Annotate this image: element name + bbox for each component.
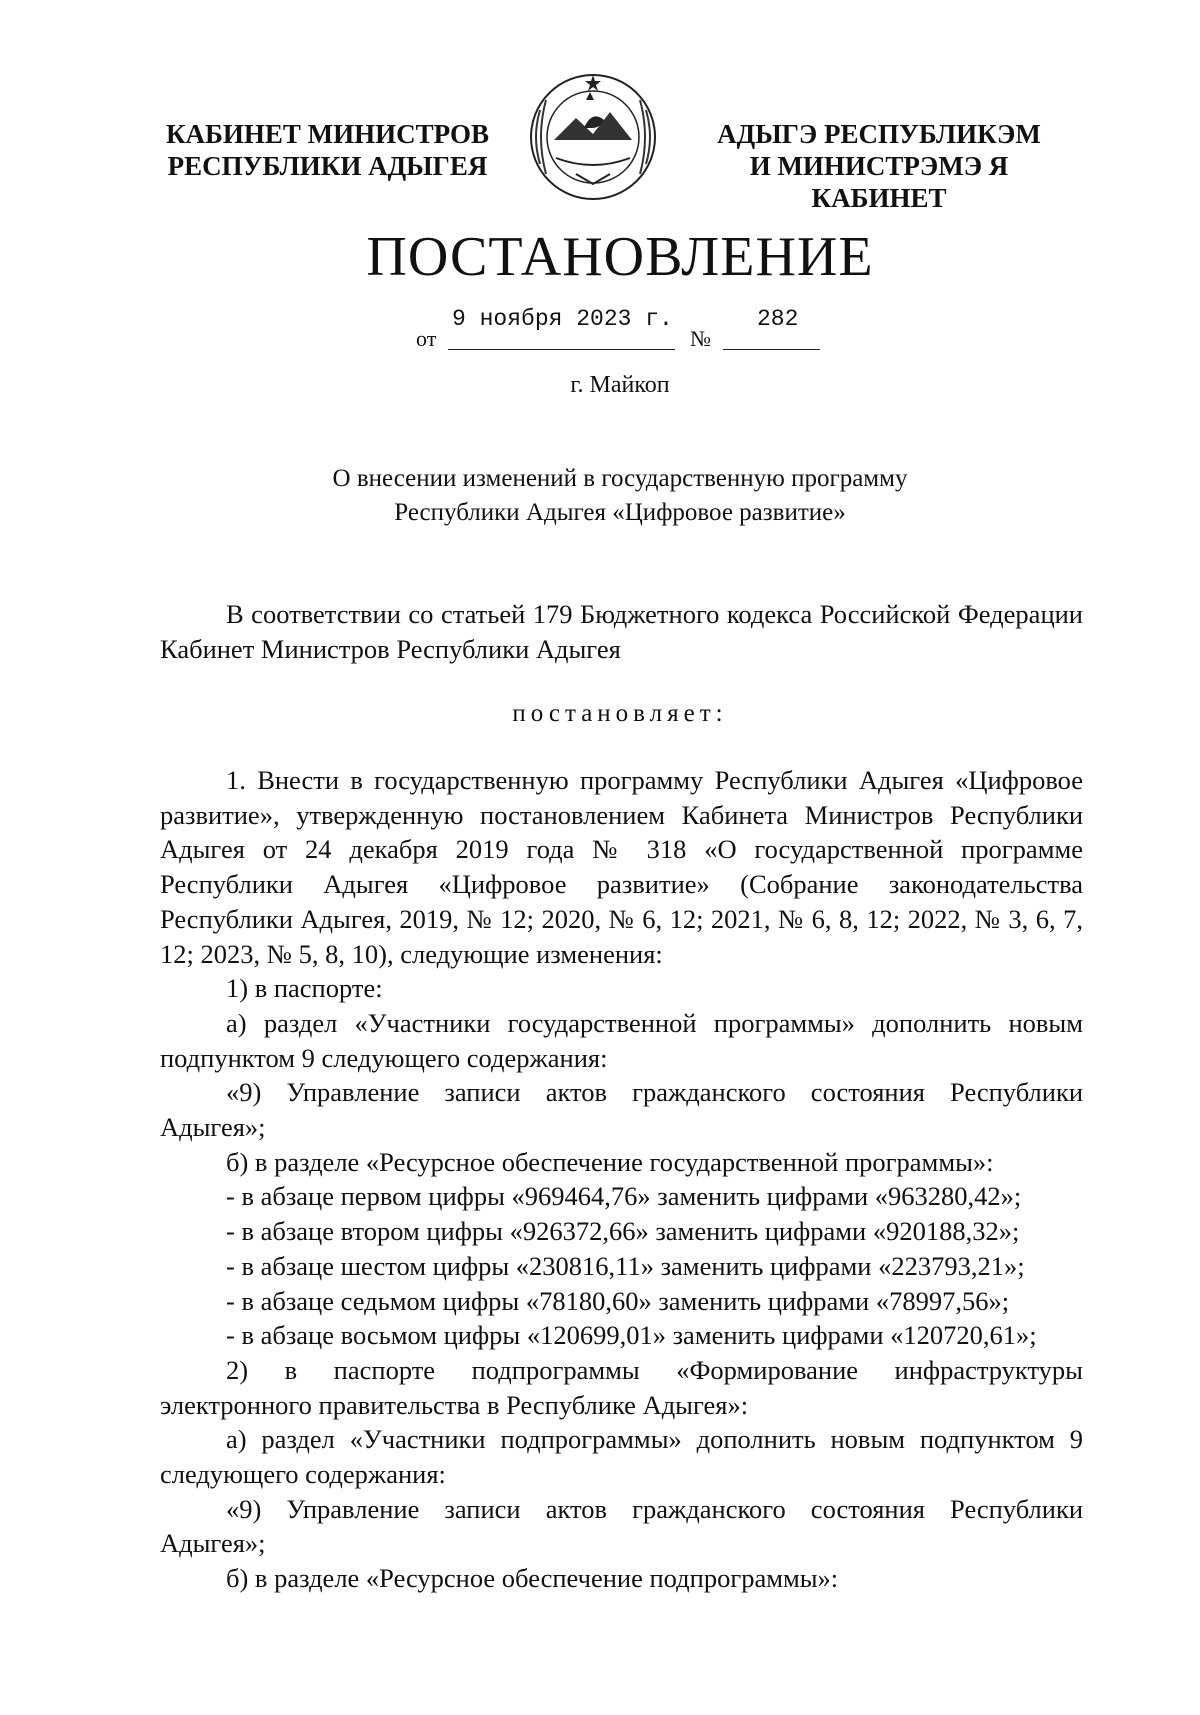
preamble — [160, 597, 1083, 666]
paragraph: б) в разделе «Ресурсное обеспечение подпрограммы»: — [226, 1563, 839, 1594]
paragraph: 2) в паспорте подпрограммы «Формирование инфраструктуры электронного правительства в Республике Адыгея»: — [160, 1354, 1083, 1420]
paragraph: 1) в паспорте: — [226, 973, 383, 1004]
subject-line1: О внесении изменений в государственную программу — [332, 465, 908, 492]
paragraph: а) раздел «Участники подпрограммы» дополнить новым подпунктом 9 следующего содержания: — [160, 1424, 1083, 1490]
paragraph: - в абзаце восьмом цифры «120699,01» заменить цифрами «120720,61»; — [226, 1320, 1037, 1351]
document-body — [160, 763, 1083, 1596]
paragraph: 1. Внести в государственную программу Республики Адыгея «Цифровое развитие», утвержденную постановлением Кабинета Министров Республики Адыгея от 24 декабря 2019 года № 318 «О государственной программе Республики Адыгея «Цифровое развитие» (Собрание законодательства Республики Адыгея, 2019, № 12; 2020, № 6, 12; 2021, № 6, 8, 12; 2022, № 3, 6, 7, 12; 2023, № 5, 8, 10), следующие изменения: — [160, 765, 1083, 969]
preamble-text: В соответствии со статьей 179 Бюджетного кодекса Российской Федерации Кабинет Министров Республики Адыгея — [160, 599, 1083, 664]
paragraph: - в абзаце втором цифры «926372,66» заменить цифрами «920188,32»; — [226, 1216, 1020, 1247]
number-label: № — [690, 326, 711, 351]
header-right-line2: И МИНИСТРЭМЭ Я КАБИНЕТ — [749, 151, 1009, 213]
date-value: 9 ноября 2023 г. — [452, 306, 673, 332]
document-type-title: ПОСТАНОВЛЕНИЕ — [366, 226, 874, 288]
header-left-line2: РЕСПУБЛИКИ АДЫГЕЯ — [167, 151, 488, 181]
resolves-word: постановляет: — [512, 700, 728, 727]
header-left-line1: КАБИНЕТ МИНИСТРОВ — [165, 119, 490, 149]
paragraph: «9) Управление записи актов гражданского состояния Республики Адыгея»; — [160, 1493, 1083, 1559]
coat-of-arms-icon — [526, 70, 660, 204]
subject-line2: Республики Адыгея «Цифровое развитие» — [394, 499, 846, 526]
number-value: 282 — [757, 306, 799, 332]
date-from-label: от — [416, 326, 437, 351]
paragraph: - в абзаце шестом цифры «230816,11» заменить цифрами «223793,21»; — [226, 1250, 1025, 1281]
city-line: г. Майкоп — [570, 372, 670, 398]
number-underline — [723, 349, 820, 350]
paragraph: - в абзаце первом цифры «969464,76» заменить цифрами «963280,42»; — [226, 1181, 1022, 1212]
paragraph: - в абзаце седьмом цифры «78180,60» заменить цифрами «78997,56»; — [226, 1285, 1010, 1316]
header-left — [160, 118, 495, 182]
paragraph: «9) Управление записи актов гражданского состояния Республики Адыгея»; — [160, 1077, 1083, 1143]
paragraph: а) раздел «Участники государственной программы» дополнить новым подпунктом 9 следующего содержания: — [160, 1007, 1083, 1073]
header-right — [684, 118, 1074, 214]
header-right-line1: АДЫГЭ РЕСПУБЛИКЭМ — [717, 119, 1041, 149]
date-underline — [448, 349, 675, 350]
document-subject — [0, 462, 1200, 530]
paragraph: б) в разделе «Ресурсное обеспечение государственной программы»: — [226, 1146, 994, 1177]
